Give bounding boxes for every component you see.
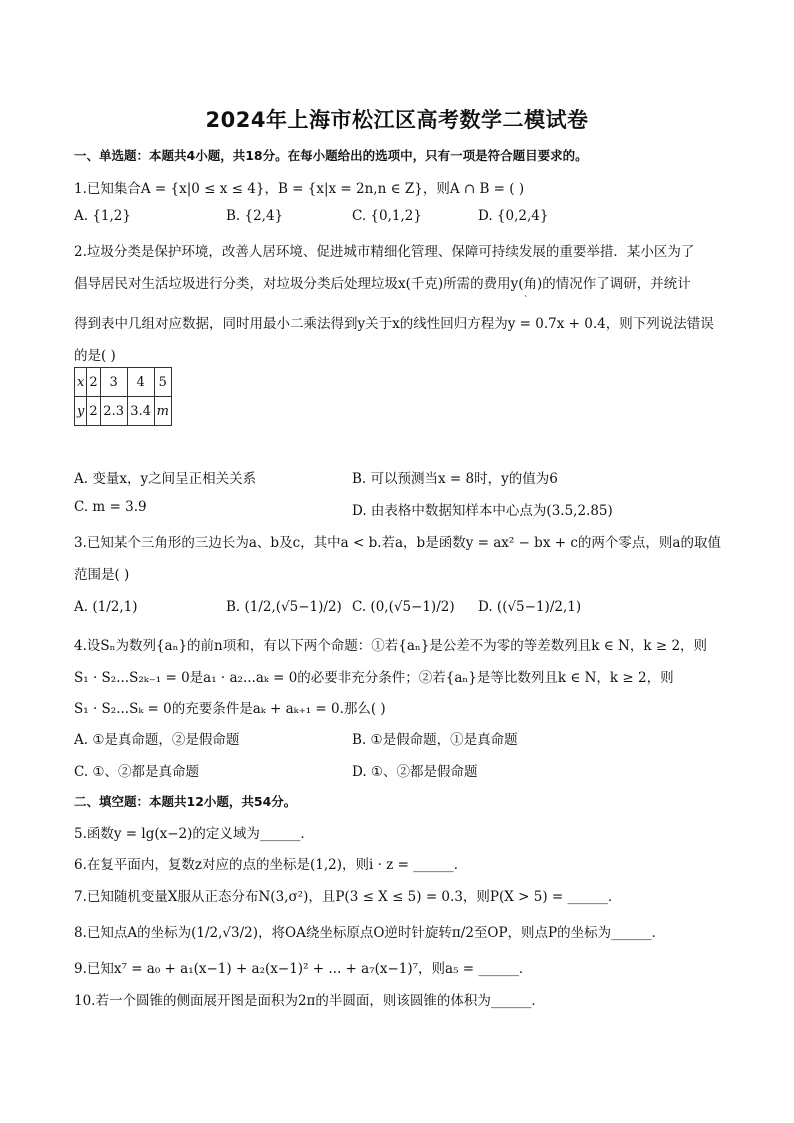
question-2-line-4: 的是( )	[74, 348, 116, 364]
question-3-line-2: 范围是( )	[74, 567, 130, 583]
q1-option-b: B. {2,4}	[226, 208, 284, 224]
question-2-line-2: 倡导居民对生活垃圾进行分类，对垃圾分类后处理垃圾x(千克)所需的费用y(角)的情况作了调研，并统计	[74, 276, 691, 292]
question-7: 7.已知随机变量X服从正态分布N(3,σ²)，且P(3 ≤ X ≤ 5) = 0.3，则P(X > 5) = ______．	[74, 889, 622, 905]
table-cell: m	[154, 397, 171, 426]
question-2-line-3: 得到表中几组对应数据，同时用最小二乘法得到y关于x的线性回归方程为y = 0.7x + 0.4，则下列说法错误	[74, 316, 714, 332]
q4-option-b: B. ①是假命题，①是真命题	[352, 732, 518, 748]
table-cell: y	[75, 397, 87, 426]
question-2-line-1: 2.垃圾分类是保护环境，改善人居环境、促进城市精细化管理、保障可持续发展的重要举措．某小区为了	[74, 244, 695, 260]
section-heading-single-choice: 一、单选题：本题共4小题，共18分。在每小题给出的选项中，只有一项是符合题目要求的。	[74, 148, 588, 163]
table-row	[75, 368, 172, 397]
q2-option-a: A. 变量x，y之间呈正相关关系	[74, 471, 257, 487]
q2-option-b: B. 可以预测当x = 8时，y的值为6	[352, 471, 558, 487]
table-cell: 3	[100, 368, 127, 397]
q3-option-c: C. (0,(√5−1)/2)	[352, 599, 455, 615]
q4-option-c: C. ①、②都是真命题	[74, 764, 200, 780]
page-title: 2024年上海市松江区高考数学二模试卷	[205, 108, 589, 132]
question-1-stem: 1.已知集合A = {x|0 ≤ x ≤ 4}，B = {x|x = 2n,n ∈ Z}，则A ∩ B = ( )	[74, 181, 525, 197]
question-10: 10.若一个圆锥的侧面展开图是面积为2π的半圆面，则该圆锥的体积为______．	[74, 993, 545, 1009]
decorative-mark: ˋ	[524, 296, 529, 306]
question-4-line-1: 4.设Sₙ为数列{aₙ}的前n项和，有以下两个命题：①若{aₙ}是公差不为零的等差数列且k ∈ N，k ≥ 2，则	[74, 638, 708, 654]
table-cell: 2.3	[100, 397, 127, 426]
question-3-line-1: 3.已知某个三角形的三边长为a、b及c，其中a < b.若a，b是函数y = ax² − bx + c的两个零点，则a的取值	[74, 535, 721, 551]
table-cell: 2	[87, 397, 100, 426]
question-4-line-3: S₁ · S₂...Sₖ = 0的充要条件是aₖ + aₖ₊₁ = 0.那么( )	[74, 701, 386, 717]
q2-option-d: D. 由表格中数据知样本中心点为(3.5,2.85)	[352, 503, 613, 519]
table-cell: 3.4	[127, 397, 154, 426]
q4-option-d: D. ①、②都是假命题	[352, 764, 478, 780]
question-4-line-2: S₁ · S₂...S₂ₖ₋₁ = 0是a₁ · a₂...aₖ = 0的必要非充分条件；②若{aₙ}是等比数列且k ∈ N，k ≥ 2，则	[74, 670, 674, 686]
question-9: 9.已知x⁷ = a₀ + a₁(x−1) + a₂(x−1)² + ... + a₇(x−1)⁷，则a₅ = ______．	[74, 961, 533, 977]
q2-option-c: C. m = 3.9	[74, 499, 147, 515]
table-cell: 4	[127, 368, 154, 397]
q3-option-a: A. (1/2,1)	[74, 599, 138, 615]
q1-option-a: A. {1,2}	[74, 208, 131, 224]
table-cell: 5	[154, 368, 171, 397]
section-heading-fill-in: 二、填空题：本题共12小题，共54分。	[74, 794, 297, 809]
question-6: 6.在复平面内，复数z对应的点的坐标是(1,2)，则i · z = ______．	[74, 857, 468, 873]
table-cell: 2	[87, 368, 100, 397]
q1-option-d: D. {0,2,4}	[478, 208, 549, 224]
question-5: 5.函数y = lg(x−2)的定义域为______．	[74, 826, 314, 842]
question-8: 8.已知点A的坐标为(1/2,√3/2)，将OA绕坐标原点O逆时针旋转π/2至OP，则点P的坐标为______．	[74, 925, 666, 941]
q4-option-a: A. ①是真命题，②是假命题	[74, 732, 240, 748]
q3-option-d: D. ((√5−1)/2,1)	[478, 599, 582, 615]
data-table	[74, 367, 172, 426]
table-cell: x	[75, 368, 87, 397]
table-row	[75, 397, 172, 426]
q1-option-c: C. {0,1,2}	[352, 208, 422, 224]
q3-option-b: B. (1/2,(√5−1)/2)	[226, 599, 342, 615]
